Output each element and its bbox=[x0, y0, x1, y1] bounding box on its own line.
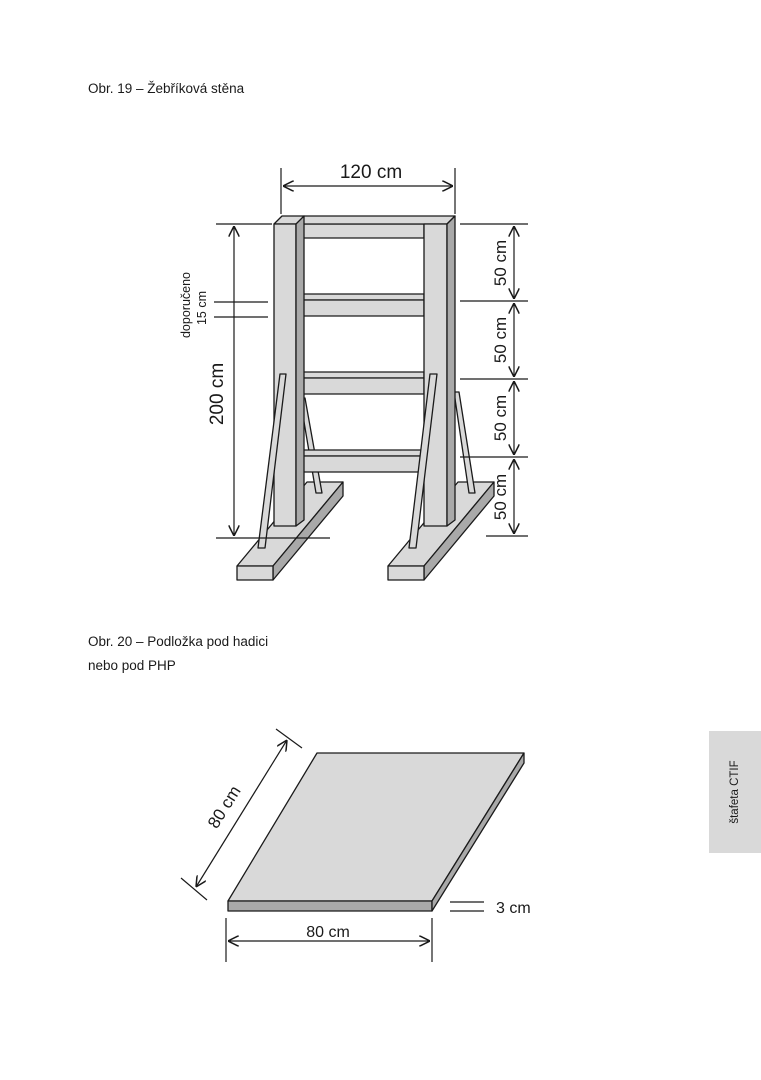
mat-board bbox=[228, 753, 524, 911]
ladder-wall-drawing bbox=[0, 140, 761, 600]
thickness-dimension bbox=[450, 900, 531, 917]
spacing-label-2: 50 cm bbox=[491, 316, 510, 364]
thickness-label: 3 cm bbox=[496, 900, 531, 917]
recommended-label-line2: 15 cm bbox=[195, 290, 209, 326]
width-label: 80 cm bbox=[306, 924, 350, 941]
spacing-label-4: 50 cm bbox=[491, 473, 510, 521]
figure-19-caption: Obr. 19 – Žebříková stěna bbox=[88, 81, 245, 96]
left-upright bbox=[274, 216, 304, 526]
hose-mat-drawing bbox=[0, 700, 761, 990]
width-dimension bbox=[226, 918, 432, 962]
recommended-gap-dimension bbox=[179, 272, 268, 338]
height-label: 200 cm bbox=[207, 362, 228, 426]
side-tab-label: štafeta CTIF bbox=[729, 760, 741, 824]
rungs bbox=[296, 224, 424, 472]
side-tab bbox=[709, 731, 761, 853]
spacing-label-1: 50 cm bbox=[491, 239, 510, 287]
figure-20-caption-line2: nebo pod PHP bbox=[88, 658, 176, 673]
width-dimension bbox=[281, 162, 455, 214]
depth-label: 80 cm bbox=[204, 782, 245, 832]
recommended-label-line1: doporučeno bbox=[179, 271, 193, 339]
width-label: 120 cm bbox=[339, 162, 403, 183]
spacing-label-3: 50 cm bbox=[491, 394, 510, 442]
right-upright bbox=[424, 216, 455, 526]
figure-20-caption-line1: Obr. 20 – Podložka pod hadici bbox=[88, 634, 269, 649]
